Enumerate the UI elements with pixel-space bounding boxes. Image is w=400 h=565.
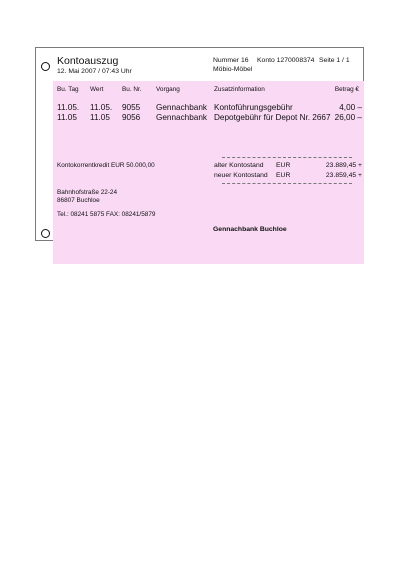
new-balance-amount: 23.859,45 + [325, 172, 362, 179]
tx2-process: Gennachbank [156, 113, 207, 122]
statement-date-time: 12. Mai 2007 / 07:43 Uhr [57, 68, 132, 75]
statement-title: Kontoauszug [57, 55, 119, 67]
new-balance-label: neuer Kontostand [214, 172, 268, 179]
punch-hole-top [41, 62, 50, 71]
tx1-info: Kontoführungsgebühr [214, 103, 293, 112]
tx1-amount: 4,00 – [339, 103, 362, 112]
bank-street: Bahnhofstraße 22-24 [57, 189, 118, 196]
new-balance-currency: EUR [276, 172, 291, 179]
credit-line: Kontokorrentkredit EUR 50.000,00 [57, 162, 155, 169]
old-balance-currency: EUR [276, 162, 291, 169]
divider-bottom [222, 183, 352, 184]
tx1-number: 9055 [122, 103, 141, 112]
column-header-amount: Betrag € [334, 86, 359, 93]
column-header-day: Bu. Tag [57, 86, 79, 93]
divider-top [222, 157, 352, 158]
old-balance-amount: 23.889,45 + [325, 162, 362, 169]
old-balance-label: alter Kontostand [214, 162, 264, 169]
account-holder: Möbio-Möbel [213, 66, 253, 73]
tx2-value-date: 11.05 [90, 113, 110, 122]
statement-number: Nummer 16 [213, 57, 249, 64]
column-header-info: Zusatzinformation [214, 86, 265, 93]
column-header-number: Bu. Nr. [122, 86, 142, 93]
column-header-value-date: Wert [90, 86, 104, 93]
tx2-number: 9056 [122, 113, 141, 122]
bank-name: Gennachbank Buchloe [213, 226, 287, 233]
account-statement [35, 47, 364, 241]
tx2-amount: 26,00 – [334, 113, 362, 122]
tx1-value-date: 11.05. [90, 103, 113, 112]
bank-city: 86807 Buchloe [57, 197, 100, 204]
tx2-info: Depotgebühr für Depot Nr. 2667 [214, 113, 331, 122]
tx1-process: Gennachbank [156, 103, 207, 112]
column-header-process: Vorgang [156, 86, 180, 93]
punch-hole-bottom [41, 229, 50, 238]
tx1-day: 11.05. [57, 103, 80, 112]
bank-phone-fax: Tel.: 08241 5875 FAX: 08241/5879 [57, 211, 156, 218]
page-indicator: Seite 1 / 1 [319, 57, 350, 64]
tx2-day: 11.05 [57, 113, 77, 122]
account-number: Konto 1270008374 [257, 57, 315, 64]
